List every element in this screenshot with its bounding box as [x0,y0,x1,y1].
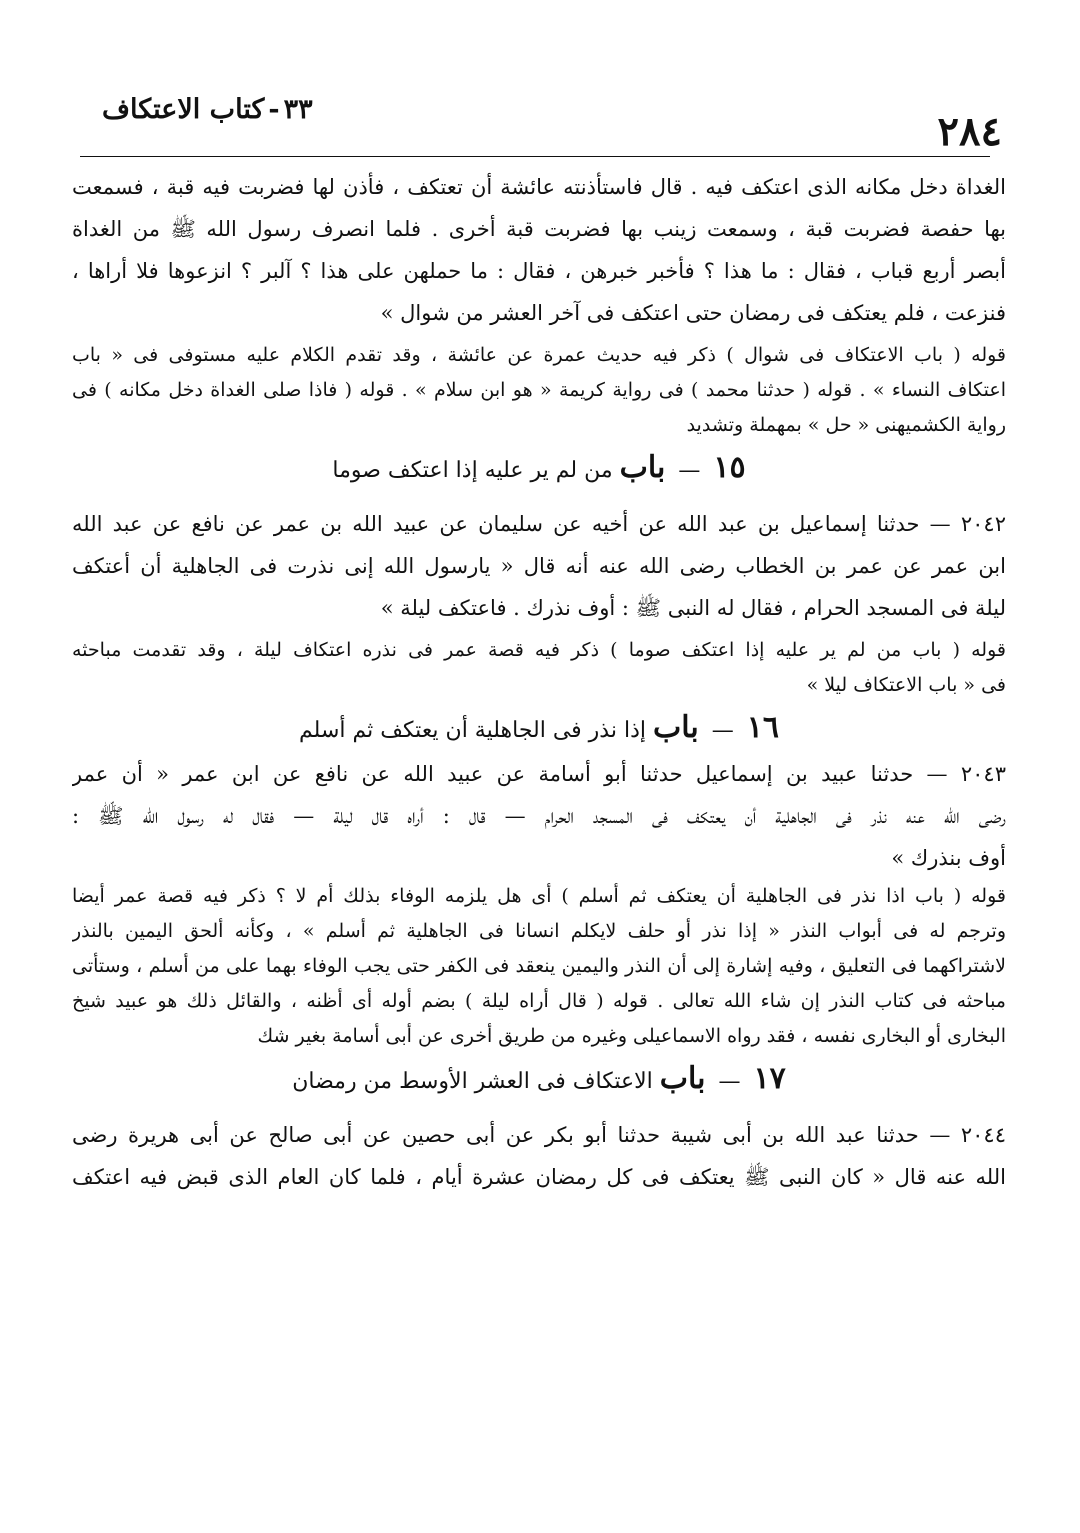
commentary-paragraph [72,879,1006,1054]
chapter-heading-dash: — [718,1069,741,1094]
commentary-paragraph [72,633,1006,703]
text-line: رواية الكشميهنى « حل » بمهملة وتشديد [686,414,1006,436]
chapter-heading-number: ١٧ [753,1061,786,1096]
text-line: الله عنه قال « كان النبى ﷺ يعتكف فى كل رمضان عشرة أيام ، فلما كان العام الذى قبض فيه اعتكف [72,1165,1006,1189]
page-header [80,92,1002,154]
chapter-heading-title: من لم ير عليه إذا اعتكف صوما [332,458,613,483]
hadith-paragraph [72,1114,1006,1198]
chapter-heading [72,1054,1006,1104]
text-line: أوف بنذرك » [891,846,1006,870]
chapter-heading [72,703,1006,753]
text-line: ٢٠٤٢ — حدثنا إسماعيل بن عبد الله عن أخيه عن سليمان عن عبيد الله بن عمر عن نافع عن عبد الله [72,512,1006,536]
text-line: رضى الله عنه نذر فى الجاهلية أن يعتكف فى المسجد الحرام — قال : أراه قال ليلة — فقال له رسول الله ﷺ : [72,804,1006,828]
text-line: قوله ( باب من لم ير عليه إذا اعتكف صوما ) ذكر فيه قصة عمر فى نذره اعتكاف ليلة ، وقد تقدمت مباحثه [72,639,1006,661]
chapter-number: ٣٣ [283,94,313,125]
chapter-heading [72,443,1006,493]
chapter-heading-dash: — [711,718,734,743]
text-line: مباحثه فى كتاب النذر إن شاء الله تعالى . قوله ( قال أراه ليلة ) بضم أوله أى أظنه ، والقائل ذلك هو عبيد شيخ [72,990,1006,1012]
text-line: بها حفصة فضربت قبة ، وسمعت زينب بها فضربت قبة أخرى . فلما انصرف رسول الله ﷺ من الغداة [72,217,1006,241]
chapter-heading-number: ١٥ [713,450,746,485]
text-line: ليلة فى المسجد الحرام ، فقال له النبى ﷺ : أوف نذرك . فاعتكف ليلة » [380,596,1006,620]
running-title [102,92,313,128]
text-line: الغداة دخل مكانه الذى اعتكف فيه . قال فاستأذنته عائشة أن تعتكف ، فأذن لها فضربت فيه قبة ، فسمعت [72,175,1006,199]
text-line: ٢٠٤٤ — حدثنا عبد الله بن أبى شيبة حدثنا أبو بكر عن أبى حصين عن أبى صالح عن أبى هريرة رضى [72,1123,1006,1147]
text-line: ٢٠٤٣ — حدثنا عبيد بن إسماعيل حدثنا أبو أسامة عن عبيد الله عن نافع عن ابن عمر « أن عمر [72,762,1006,786]
hadith-continuation [72,166,1006,334]
text-line: لاشتراكهما فى التعليق ، وفيه إشارة إلى أن النذر واليمين ينعقد فى الكفر حتى يجب الوفاء بهما على من أسلم ، وستأتى [72,955,1006,977]
page-number: ٢٨٤ [937,108,1002,155]
hadith-paragraph [72,753,1006,879]
chapter-heading-bab: باب [653,710,699,745]
text-line: ابن عمر عن عمر بن الخطاب رضى الله عنه أنه قال « يارسول الله إنى نذرت فى الجاهلية أن أعتكف [72,554,1006,578]
chapter-heading-title: الاعتكاف فى العشر الأوسط من رمضان [292,1069,653,1094]
header-rule [80,156,990,157]
text-line: أبصر أربع قباب ، فقال : ما هذا ؟ فأخبر خبرهن ، فقال : ما حملهن على هذا ؟ آلبر ؟ انزعوها فلا أراها ، [72,259,1006,283]
chapter-heading-dash: — [678,458,701,483]
chapter-heading-bab: باب [619,450,666,485]
title-separator: - [268,94,280,125]
text-line: فى « باب الاعتكاف ليلا » [806,674,1006,696]
chapter-heading-number: ١٦ [746,710,779,745]
text-line: فنزعت ، فلم يعتكف فى رمضان حتى اعتكف فى آخر العشر من شوال » [380,301,1006,325]
text-line: قوله ( باب الاعتكاف فى شوال ) ذكر فيه حديث عمرة عن عائشة ، وقد تقدم الكلام عليه مستوفى فى « باب [72,344,1006,366]
chapter-heading-bab: باب [659,1061,706,1096]
page-body [72,166,1006,1198]
hadith-paragraph [72,503,1006,629]
book-title: كتاب الاعتكاف [102,94,265,125]
text-line: البخارى أو البخارى نفسه ، فقد رواه الاسماعيلى وغيره من طريق أخرى عن أبى أسامة بغير شك [257,1025,1006,1047]
text-line: وترجم له فى أبواب النذر « إذا نذر أو حلف لايكلم انسانا فى الجاهلية ثم أسلم » ، وكأنه ألحق اليمين بالنذر [72,920,1006,942]
text-line: قوله ( باب اذا نذر فى الجاهلية أن يعتكف ثم أسلم ) أى هل يلزمه الوفاء بذلك أم لا ؟ ذكر فيه قصة عمر أيضا [72,885,1006,907]
text-line: اعتكاف النساء » . قوله ( حدثنا محمد ) فى رواية كريمة « هو ابن سلام » . قوله ( فاذا صلى الغداة دخل مكانه ) فى [72,379,1006,401]
commentary-paragraph [72,338,1006,443]
chapter-heading-title: إذا نذر فى الجاهلية أن يعتكف ثم أسلم [299,718,646,743]
